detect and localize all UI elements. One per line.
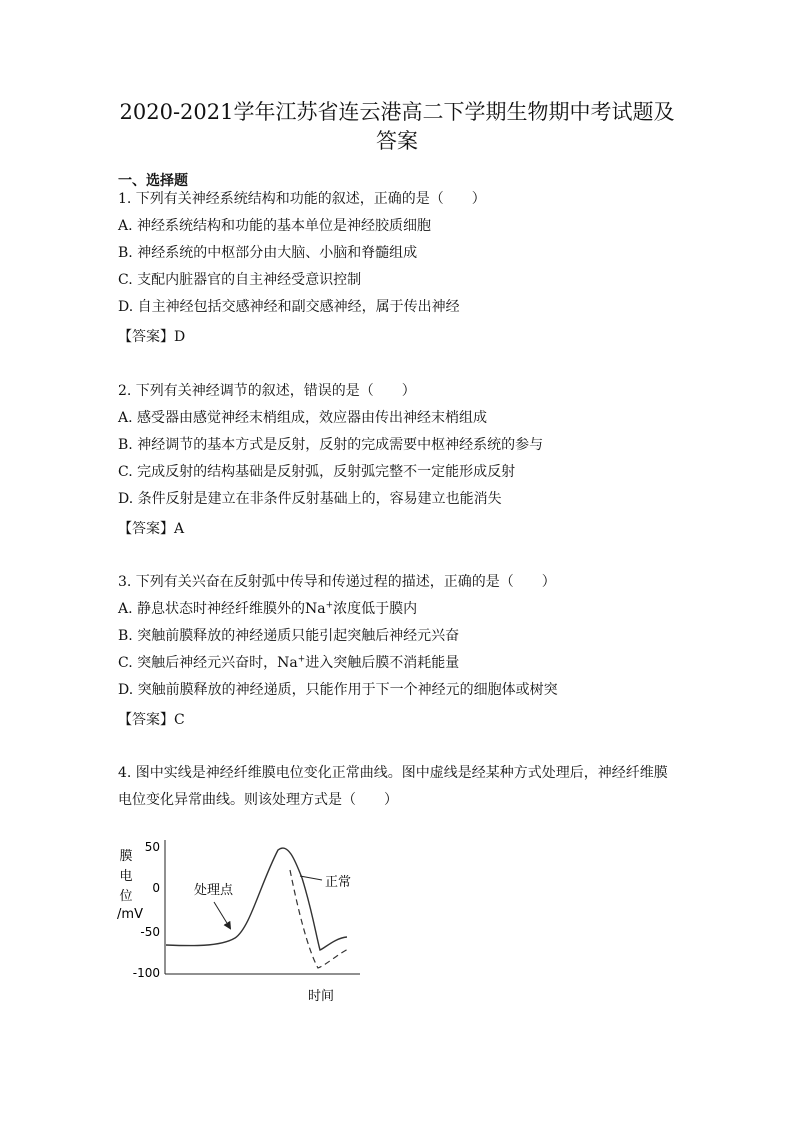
q3-answer: 【答案】C [118,712,185,728]
q2-option-b: B. 神经调节的基本方式是反射，反射的完成需要中枢神经系统的参与 [118,437,544,453]
q2-option-c: C. 完成反射的结构基础是反射弧，反射弧完整不一定能形成反射 [118,464,516,480]
q3-option-c-sup: + [297,654,306,665]
q2-option-d: D. 条件反射是建立在非条件反射基础上的，容易建立也能消失 [118,491,502,507]
y-tick-minus-100: -100 [132,966,160,980]
q2-stem: 2. 下列有关神经调节的叙述，错误的是（ ） [118,383,416,399]
section-heading: 一、选择题 [118,173,188,189]
y-tick-50: 50 [144,840,160,854]
y-label-1: 膜 [119,849,133,864]
q2-answer: 【答案】A [118,521,185,537]
q2-option-a: A. 感受器由感觉神经末梢组成，效应器由传出神经末梢组成 [118,410,488,426]
q3-option-a-text: A. 静息状态时神经纤维膜外的Na [118,601,326,617]
q3-option-d: D. 突触前膜释放的神经递质，只能作用于下一个神经元的细胞体或树突 [118,682,558,698]
y-tick-minus-50: -50 [140,925,160,939]
normal-leader-line [300,876,322,880]
x-axis-label: 时间 [308,989,335,1004]
q3-option-b: B. 突触前膜释放的神经递质只能引起突触后神经元兴奋 [118,628,460,644]
y-label-2: 电 [119,869,133,884]
q4-stem-line-1: 4. 图中实线是神经纤维膜电位变化正常曲线。图中虚线是经某种方式处理后，神经纤维膜 [118,765,668,781]
q3-option-a-text-end: 浓度低于膜内 [333,601,418,617]
q1-option-a: A. 神经系统结构和功能的基本单位是神经胶质细胞 [118,218,432,234]
q1-stem: 1. 下列有关神经系统结构和功能的叙述，正确的是（ ） [118,191,486,207]
normal-curve [166,848,347,950]
q1-option-c: C. 支配内脏器官的自主神经受意识控制 [118,272,362,288]
y-tick-0: 0 [152,881,160,895]
title-line-1: 2020-2021学年江苏省连云港高二下学期生物期中考试题及 [119,100,675,124]
q3-option-a [118,599,417,619]
q1-answer: 【答案】D [118,329,186,345]
y-label-3: 位 [119,889,133,904]
q3-option-c [118,653,459,673]
y-label-4: /mV [117,907,143,922]
q3-option-a-sup: + [325,600,334,611]
document-title [100,98,694,156]
treatment-point-label: 处理点 [194,883,234,898]
title-line-2: 答案 [376,129,418,153]
q3-stem: 3. 下列有关兴奋在反射弧中传导和传递过程的描述，正确的是（ ） [118,574,556,590]
q3-option-c-text-end: 进入突触后膜不消耗能量 [305,655,460,671]
q1-option-d: D. 自主神经包括交感神经和副交感神经，属于传出神经 [118,299,460,315]
q4-stem-line-2: 电位变化异常曲线。则该处理方式是（ ） [118,792,398,808]
treatment-point-arrow [214,902,230,928]
normal-label: 正常 [325,875,352,890]
q1-option-b: B. 神经系统的中枢部分由大脑、小脑和脊髓组成 [118,245,418,261]
membrane-potential-figure [110,830,370,1010]
q3-option-c-text: C. 突触后神经元兴奋时，Na [118,655,298,671]
